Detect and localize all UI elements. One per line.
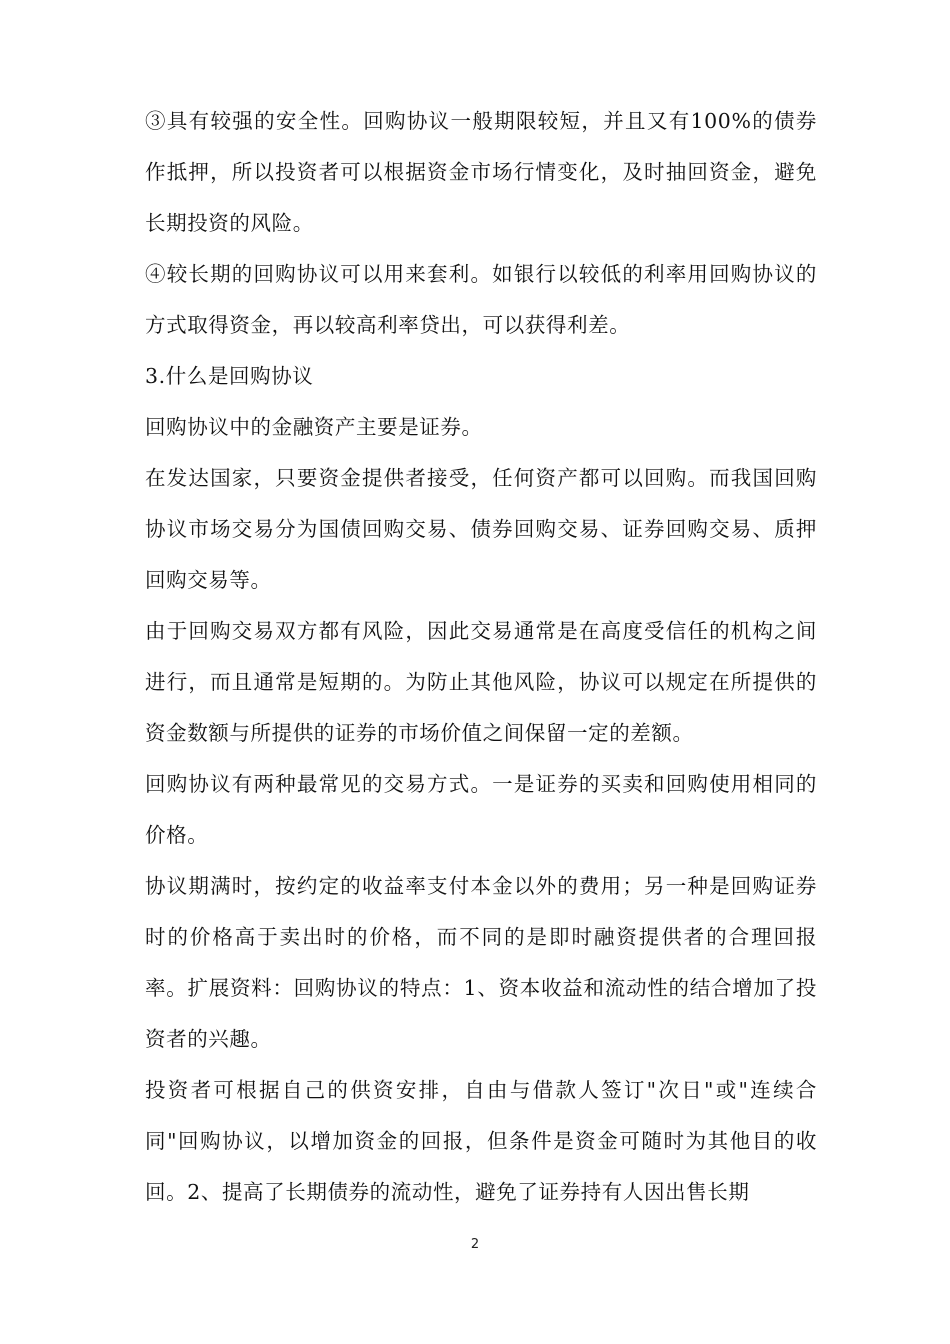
paragraph-trade-methods: 回购协议有两种最常见的交易方式。一是证券的买卖和回购使用相同的价格。	[145, 772, 817, 847]
document-body	[145, 96, 817, 1218]
page-number: 2	[470, 1237, 480, 1252]
paragraph-developed-countries: 在发达国家，只要资金提供者接受，任何资产都可以回购。而我国回购协议市场交易分为国债回购交易、债券回购交易、证券回购交易、质押回购交易等。	[145, 466, 817, 592]
paragraph-safety: ③具有较强的安全性。回购协议一般期限较短，并且又有100%的债券作抵押，所以投资者可以根据资金市场行情变化，及时抽回资金，避免长期投资的风险。	[145, 109, 817, 235]
paragraph-investors: 投资者可根据自己的供资安排，自由与借款人签订"次日"或"连续合同"回购协议，以增加资金的回报，但条件是资金可随时为其他目的收回。2、提高了长期债券的流动性，避免了证券持有人因出售长期	[145, 1078, 817, 1204]
paragraph-arbitrage: ④较长期的回购协议可以用来套利。如银行以较低的利率用回购协议的方式取得资金，再以较高利率贷出，可以获得利差。	[145, 262, 817, 337]
paragraph-maturity: 协议期满时，按约定的收益率支付本金以外的费用；另一种是回购证券时的价格高于卖出时的价格，而不同的是即时融资提供者的合理回报率。扩展资料：回购协议的特点：1、资本收益和流动性的结合增加了投资者的兴趣。	[145, 874, 817, 1051]
paragraph-risk: 由于回购交易双方都有风险，因此交易通常是在高度受信任的机构之间进行，而且通常是短期的。为防止其他风险，协议可以规定在所提供的资金数额与所提供的证券的市场价值之间保留一定的差额。	[145, 619, 817, 745]
paragraph-assets: 回购协议中的金融资产主要是证券。	[145, 415, 483, 439]
section-heading: 3.什么是回购协议	[145, 364, 314, 388]
